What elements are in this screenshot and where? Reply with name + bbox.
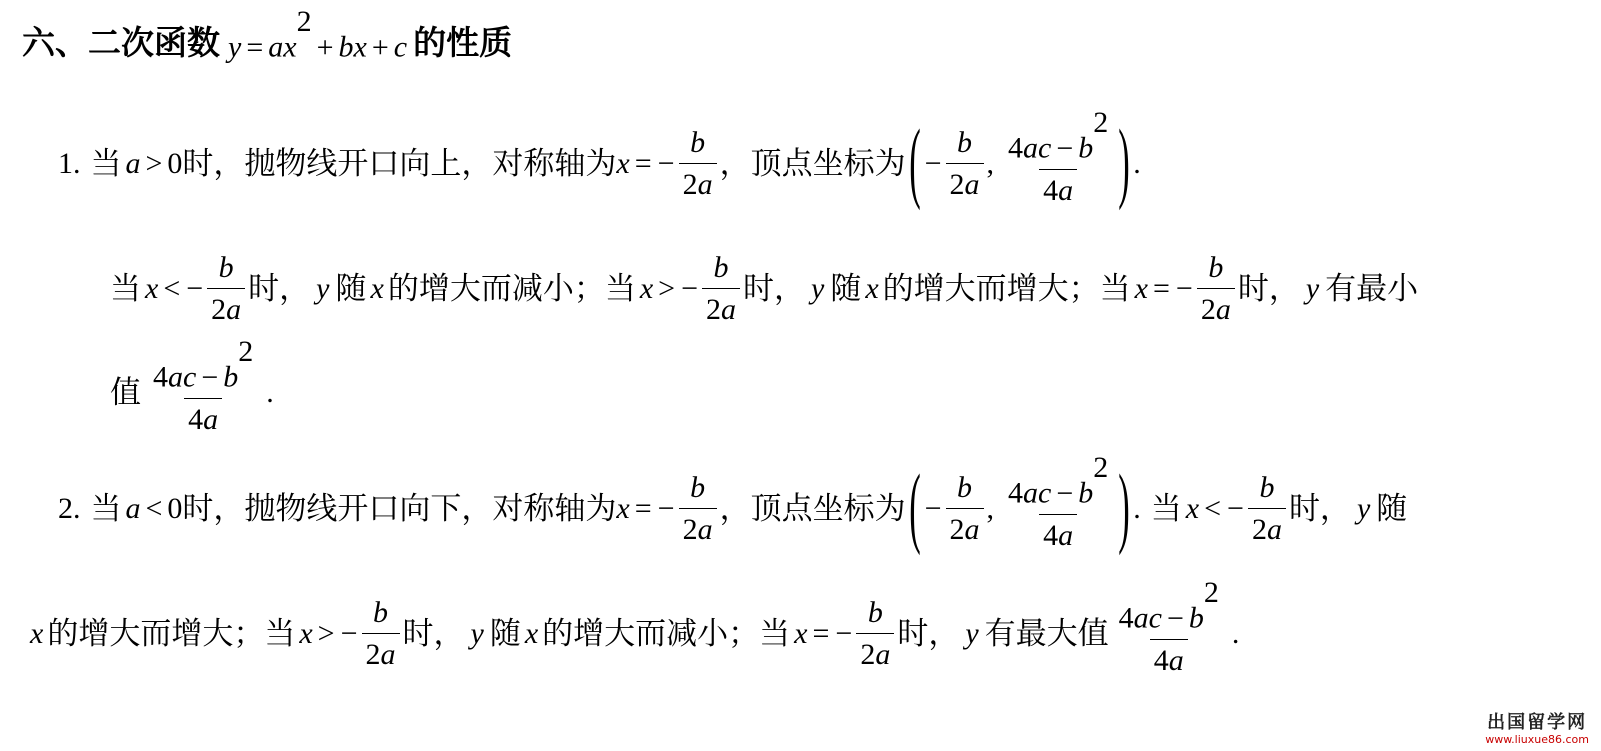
item1-line2: 当 x < − $\frac{b}{2a}$ 时， y 随 x 的增大而减小；当 x > − $\frac{b}{2a}$ 时， y 随 x 的增大而增大；当 x = − $\frac{b}{2a}$ 时， y 有最小 [110,251,1419,326]
watermark-title: 出国留学网 [1487,712,1588,733]
fraction: $\frac{b}{2a}$ [1248,473,1286,545]
text-segment: 的增大而增大；当 [882,270,1131,307]
watermark-url: www.liuxue86.com [1485,733,1589,746]
text-segment: 当 [1150,490,1182,527]
fraction: $\frac{b}{2a}$ [679,128,717,200]
text-segment: ，顶点坐标为 [719,490,906,527]
item2-line1: 2. 当 a < 0 时，抛物线开口向下，对称轴为 x = − $\frac{b}{2a}$ ，顶点坐标为 ( − $\frac{b}{2a}$ , $\frac{4ac - b^2}{4a}$ ) . 当 x < − $\frac{b}{2a}$ 时， y 随 [58,451,1408,558]
text-segment: 时，抛物线开口向上，对称轴为 [182,145,617,182]
text-segment: 当 [90,490,122,527]
fraction: $\frac{4ac - b^2}{4a}$ [153,335,254,436]
item1-number: 1. [58,147,81,181]
item1-line3: 值 $\frac{4ac - b^2}{4a}$ . [110,335,274,436]
fraction: $\frac{b}{2a}$ [207,253,245,325]
item2-line2: x 的增大而增大；当 x > − $\frac{b}{2a}$ 时， y 随 x 的增大而减小；当 x = − $\frac{b}{2a}$ 时， y 有最大值 $\frac{4ac - b^2}{4a}$ . [30,576,1240,677]
fraction: $\frac{b}{2a}$ [856,598,894,670]
left-paren: ( [908,458,921,558]
text-segment: ，顶点坐标为 [719,145,906,182]
text-segment: 时， [897,615,960,652]
right-paren: ) [1118,113,1131,213]
text-segment: 当 [110,270,141,307]
text-segment: 随 [1376,490,1408,527]
item1-line1: 1. 当 a > 0 时，抛物线开口向上，对称轴为 x = − $\frac{b}{2a}$ ，顶点坐标为 ( − $\frac{b}{2a}$ , $\frac{4ac - b^2}{4a}$ ) . [58,106,1141,213]
right-paren: ) [1118,458,1131,558]
heading-formula: $y = ax^2+$ bx + c [228,5,408,64]
text-segment: 值 [110,374,141,411]
text-segment: 当 [90,145,122,182]
text-segment: 随 [335,270,367,307]
text-segment: 随 [830,270,862,307]
text-segment: 时， [248,270,311,307]
fraction: $\frac{b}{2a}$ [946,473,984,545]
text-segment: 有最小 [1325,270,1419,307]
fraction: $\frac{4ac - b^2}{4a}$ [1118,576,1219,677]
section-heading [22,5,513,64]
fraction: $\frac{b}{2a}$ [946,128,984,200]
fraction: $\frac{4ac - b^2}{4a}$ [1008,106,1109,207]
fraction: $\frac{b}{2a}$ [702,253,740,325]
text-segment: 随 [489,615,521,652]
text-segment: 时，抛物线开口向下，对称轴为 [182,490,617,527]
text-segment: 的增大而增大；当 [47,615,296,652]
item2-number: 2. [58,492,81,526]
site-watermark [1485,714,1589,745]
fraction: $\frac{b}{2a}$ [362,598,400,670]
fraction: $\frac{4ac - b^2}{4a}$ [1008,451,1109,552]
heading-suffix: 的性质 [413,22,513,62]
fraction: $\frac{b}{2a}$ [1197,253,1235,325]
text-segment: 时， [743,270,805,307]
text-segment: 时， [1288,490,1351,527]
text-segment: 时， [402,615,465,652]
left-paren: ( [908,113,921,213]
heading-prefix: 六、二次函数 [22,22,220,62]
text-segment: 的增大而减小；当 [387,270,636,307]
text-segment: 有最大值 [984,615,1109,652]
text-segment: 时， [1237,270,1300,307]
text-segment: 的增大而减小；当 [542,615,791,652]
fraction: $\frac{b}{2a}$ [679,473,717,545]
